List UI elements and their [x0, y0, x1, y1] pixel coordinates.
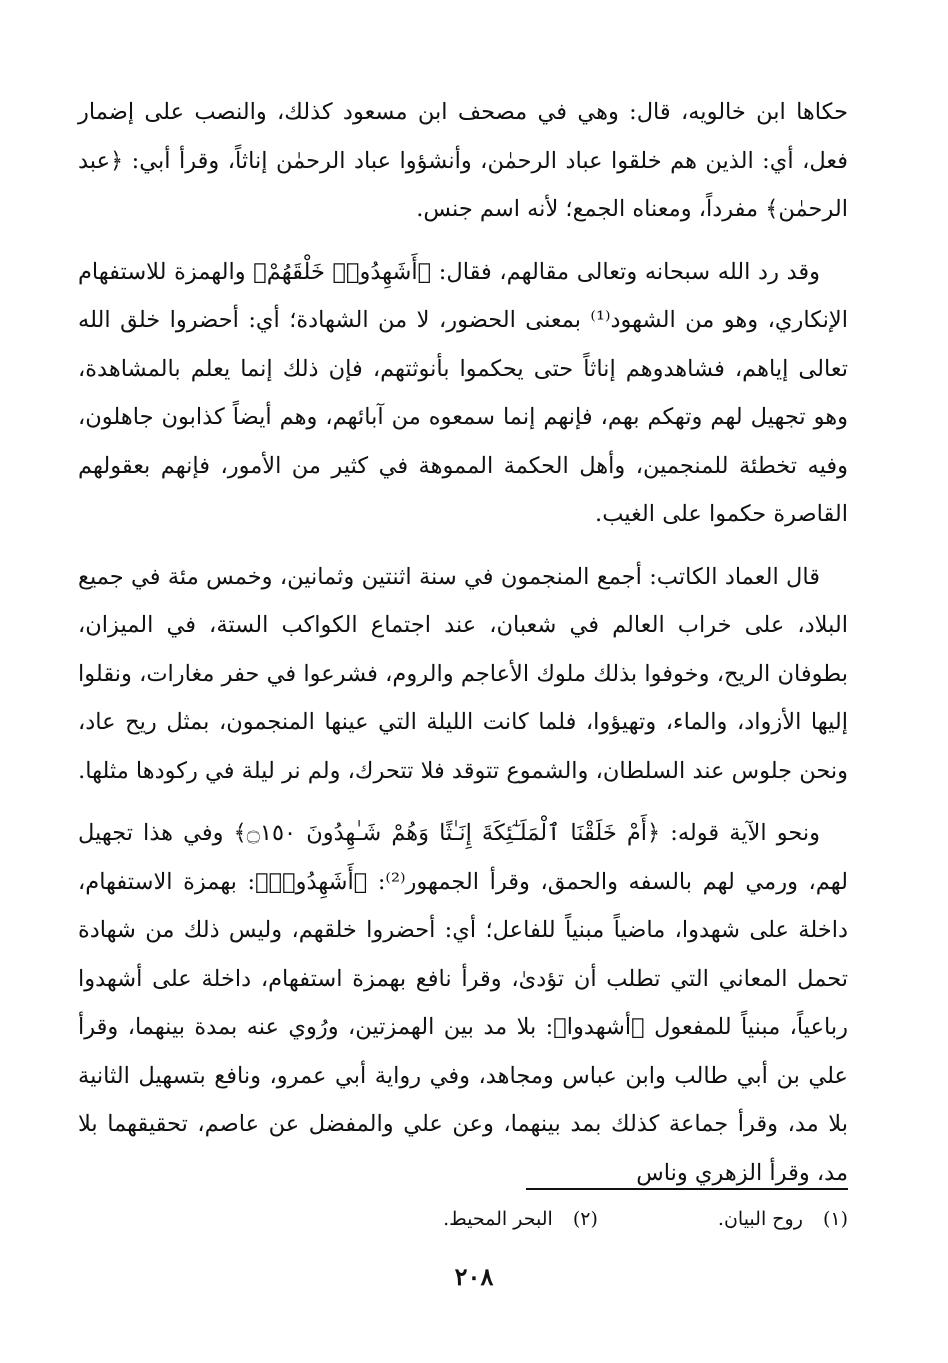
paragraph-2: وقد رد الله سبحانه وتعالى مقالهم، فقال: ﴿أَشَهِدُوا۟ خَلْقَهُمْ﴾ والهمزة للاستفهام الإنكاري، وهو من الشهود⁽¹⁾ بمعنى الحضور، لا من الشهادة؛ أي: أحضروا خلق الله تعالى إياهم، فشاهدوهم إناثاً حتى يحكموا بأنوثتهم، فإن ذلك إنما يعلم بالمشاهدة، وهو تجهيل لهم وتهكم بهم، فإنهم إنما سمعوه من آبائهم، وهم أيضاً كذابون جاهلون، وفيه تخطئة للمنجمين، وأهل الحكمة المموهة في كثير من الأمور، فإنهم بعقولهم القاصرة حكموا على الغيب. [78, 258, 848, 527]
footnote-1 [718, 1204, 848, 1234]
main-text [78, 88, 848, 1211]
paragraph-4: ونحو الآية قوله: ﴿أَمْ خَلَقْنَا ٱلْمَلَـٰٓئِكَةَ إِنَـٰثًا وَهُمْ شَـٰهِدُونَ ۝١٥٠﴾ وفي هذا تجهيل لهم، ورمي لهم بالسفه والحمق، وقرأ الجمهور⁽²⁾: ﴿أَشَهِدُوا۟﴾: بهمزة الاستفهام، داخلة على شهدوا، ماضياً مبنياً للفاعل؛ أي: أحضروا خلقهم، وليس ذلك من شهادة تحمل المعاني التي تطلب أن تؤدىٰ، وقرأ نافع بهمزة استفهام، داخلة على أشهدوا رباعياً، مبنياً للمفعول ﴿أشهدوا﴾: بلا مد بين الهمزتين، ورُوي عنه بمدة بينهما، وقرأ علي بن أبي طالب وابن عباس ومجاهد، وفي رواية أبي عمرو، ونافع بتسهيل الثانية بلا مد، وقرأ جماعة كذلك بمد بينهما، وعن علي والمفضل عن عاصم، تحقيقهما بلا مد، وقرأ الزهري وناس [78, 820, 848, 1186]
paragraph-3: قال العماد الكاتب: أجمع المنجمون في سنة اثنتين وثمانين، وخمس مئة في جميع البلاد، على خراب العالم في شعبان، عند اجتماع الكواكب الستة، في الميزان، بطوفان الريح، وخوفوا بذلك ملوك الأعاجم والروم، فشرعوا في حفر مغارات، ونقلوا إليها الأزواد، والماء، وتهيؤوا، فلما كانت الليلة التي عينها المنجمون، بمثل ريح عاد، ونحن جلوس عند السلطان، والشموع تتوقد فلا تتحرك، ولم نر ليلة في ركودها مثلها. [78, 563, 848, 784]
footnote-1-text: روح البيان. [717, 1208, 803, 1230]
page-number: ٢٠٨ [454, 1262, 494, 1291]
footnote-2-text: البحر المحيط. [443, 1208, 553, 1230]
footnote-1-marker: (١) [822, 1208, 848, 1230]
footnote-divider [526, 1188, 848, 1190]
footnote-2-marker: (٢) [572, 1208, 598, 1230]
footnote-2 [443, 1204, 598, 1234]
footnotes [288, 1204, 848, 1234]
paragraph-1: حكاها ابن خالويه، قال: وهي في مصحف ابن مسعود كذلك، والنصب على إضمار فعل، أي: الذين هم خلقوا عباد الرحمٰن، وأنشؤوا عباد الرحمٰن إناثاً، وقرأ أبي: ﴿عبد الرحمٰن﴾ مفرداً، ومعناه الجمع؛ لأنه اسم جنس. [78, 99, 848, 222]
